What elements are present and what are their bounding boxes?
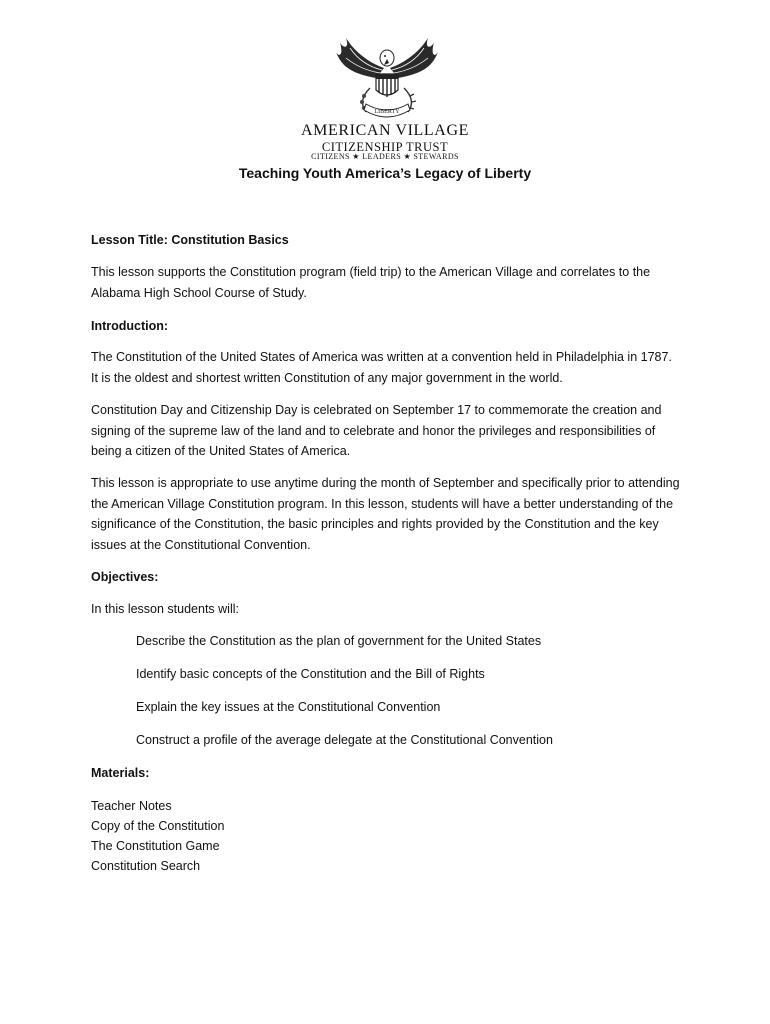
objectives-heading: Objectives: (91, 570, 159, 584)
objective-item: Describe the Constitution as the plan of government for the United States (136, 634, 542, 648)
page-tagline: Teaching Youth America’s Legacy of Liberty (238, 165, 532, 181)
intro-paragraph-3: This lesson is appropriate to use anytime during the month of September and specifically prior to attending the American Village Constitution program. In this lesson, students will have a better understanding of the significance of the Constitution, the basic principles and rights provided by the Constitution and the key issues at the Constitutional Convention. (91, 476, 680, 552)
materials-heading: Materials: (91, 766, 150, 780)
material-item: Copy of the Constitution (91, 819, 225, 833)
objective-item: Construct a profile of the average delegate at the Constitutional Convention (136, 733, 553, 747)
objective-item: Explain the key issues at the Constitutional Convention (136, 700, 441, 714)
org-name: AMERICAN VILLAGE (301, 122, 469, 139)
objectives-lead: In this lesson students will: (91, 602, 239, 616)
org-subtitle: CITIZENSHIP TRUST (321, 140, 449, 154)
material-item: The Constitution Game (91, 839, 220, 853)
support-paragraph: This lesson supports the Constitution program (field trip) to the American Village and correlates to the Alabama High School Course of Study. (91, 265, 651, 300)
objective-item: Identify basic concepts of the Constitution and the Bill of Rights (136, 667, 485, 681)
eagle-logo-icon (332, 34, 442, 122)
lesson-title: Lesson Title: Constitution Basics (91, 233, 289, 247)
introduction-heading: Introduction: (91, 319, 169, 333)
logo-banner-text: LIBERTY (374, 109, 400, 115)
intro-paragraph-2: Constitution Day and Citizenship Day is celebrated on September 17 to commemorate the creation and signing of the supreme law of the land and to celebrate and honor the privileges and responsibilities of being a citizen of the United States of America. (91, 403, 662, 458)
material-item: Constitution Search (91, 859, 201, 873)
material-item: Teacher Notes (91, 799, 172, 813)
intro-paragraph-1: The Constitution of the United States of America was written at a convention held in Philadelphia in 1787. It is the oldest and shortest written Constitution of any major government in the world. (91, 350, 672, 385)
org-motto: CITIZENS ★ LEADERS ★ STEWARDS (311, 152, 459, 161)
